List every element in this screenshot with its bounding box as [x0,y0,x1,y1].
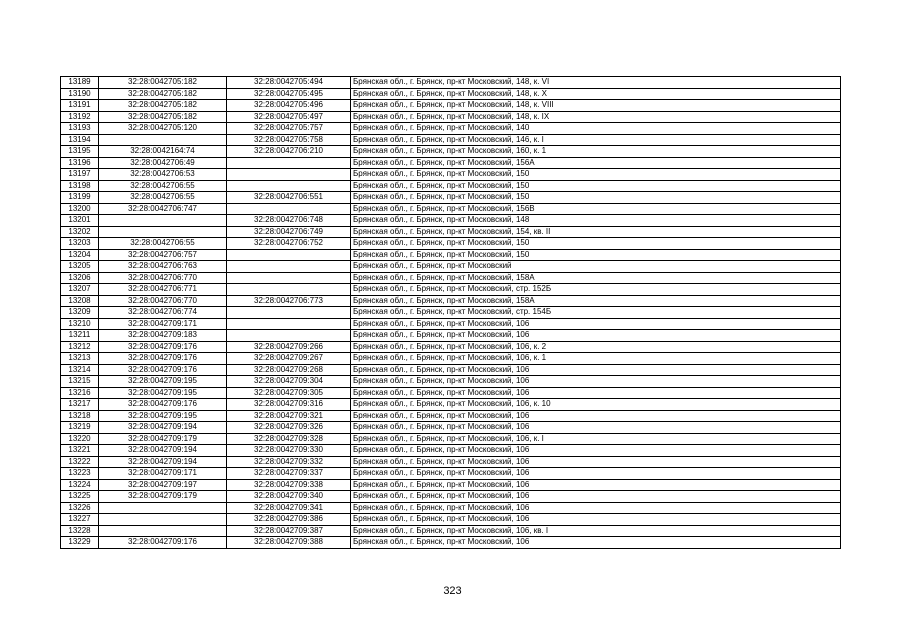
table-row [61,215,841,227]
table-row [61,157,841,169]
row-number-cell: 13190 [61,88,99,100]
table-row [61,272,841,284]
table-row [61,537,841,549]
parcel-cadastral-number-cell: 32:28:0042706:771 [99,284,227,296]
object-cadastral-number-cell: 32:28:0042709:338 [227,479,351,491]
object-cadastral-number-cell: 32:28:0042705:494 [227,77,351,89]
row-number-cell: 13199 [61,192,99,204]
address-cell: Брянская обл., г. Брянск, пр-кт Московский, 156В [351,203,841,215]
address-cell: Брянская обл., г. Брянск, пр-кт Московский, 106 [351,456,841,468]
table-row [61,307,841,319]
parcel-cadastral-number-cell: 32:28:0042706:53 [99,169,227,181]
address-cell: Брянская обл., г. Брянск, пр-кт Московский, 148, к. IX [351,111,841,123]
row-number-cell: 13193 [61,123,99,135]
address-cell: Брянская обл., г. Брянск, пр-кт Московский, стр. 152Б [351,284,841,296]
address-cell: Брянская обл., г. Брянск, пр-кт Московский, 106 [351,491,841,503]
table-row [61,502,841,514]
row-number-cell: 13210 [61,318,99,330]
address-cell: Брянская обл., г. Брянск, пр-кт Московский, 106 [351,410,841,422]
parcel-cadastral-number-cell: 32:28:0042706:763 [99,261,227,273]
object-cadastral-number-cell: 32:28:0042709:267 [227,353,351,365]
table-row [61,146,841,158]
row-number-cell: 13211 [61,330,99,342]
table-row [61,433,841,445]
table-row [61,134,841,146]
table-row [61,468,841,480]
table-row [61,318,841,330]
row-number-cell: 13194 [61,134,99,146]
parcel-cadastral-number-cell [99,226,227,238]
table-row [61,203,841,215]
table-row [61,445,841,457]
object-cadastral-number-cell: 32:28:0042709:387 [227,525,351,537]
row-number-cell: 13209 [61,307,99,319]
address-cell: Брянская обл., г. Брянск, пр-кт Московский [351,261,841,273]
table-row [61,180,841,192]
registry-table-body [61,77,841,549]
address-cell: Брянская обл., г. Брянск, пр-кт Московский, 140 [351,123,841,135]
address-cell: Брянская обл., г. Брянск, пр-кт Московский, 106 [351,364,841,376]
address-cell: Брянская обл., г. Брянск, пр-кт Московский, 106 [351,387,841,399]
table-row [61,192,841,204]
address-cell: Брянская обл., г. Брянск, пр-кт Московский, 106 [351,330,841,342]
row-number-cell: 13219 [61,422,99,434]
row-number-cell: 13203 [61,238,99,250]
object-cadastral-number-cell: 32:28:0042705:758 [227,134,351,146]
parcel-cadastral-number-cell [99,215,227,227]
table-row [61,387,841,399]
row-number-cell: 13229 [61,537,99,549]
parcel-cadastral-number-cell: 32:28:0042709:195 [99,387,227,399]
object-cadastral-number-cell: 32:28:0042709:321 [227,410,351,422]
row-number-cell: 13225 [61,491,99,503]
parcel-cadastral-number-cell: 32:28:0042706:55 [99,192,227,204]
object-cadastral-number-cell: 32:28:0042706:773 [227,295,351,307]
parcel-cadastral-number-cell: 32:28:0042706:49 [99,157,227,169]
address-cell: Брянская обл., г. Брянск, пр-кт Московский, 106 [351,514,841,526]
address-cell: Брянская обл., г. Брянск, пр-кт Московский, 160, к. 1 [351,146,841,158]
address-cell: Брянская обл., г. Брянск, пр-кт Московский, 150 [351,180,841,192]
address-cell: Брянская обл., г. Брянск, пр-кт Московский, 156А [351,157,841,169]
parcel-cadastral-number-cell: 32:28:0042709:195 [99,410,227,422]
object-cadastral-number-cell [227,307,351,319]
object-cadastral-number-cell: 32:28:0042706:752 [227,238,351,250]
object-cadastral-number-cell: 32:28:0042709:340 [227,491,351,503]
object-cadastral-number-cell [227,330,351,342]
object-cadastral-number-cell: 32:28:0042705:757 [227,123,351,135]
object-cadastral-number-cell [227,318,351,330]
parcel-cadastral-number-cell [99,525,227,537]
table-row [61,330,841,342]
row-number-cell: 13221 [61,445,99,457]
row-number-cell: 13207 [61,284,99,296]
address-cell: Брянская обл., г. Брянск, пр-кт Московский, 106, к. 1 [351,353,841,365]
address-cell: Брянская обл., г. Брянск, пр-кт Московский, 106, кв. I [351,525,841,537]
parcel-cadastral-number-cell [99,514,227,526]
parcel-cadastral-number-cell: 32:28:0042706:770 [99,272,227,284]
row-number-cell: 13205 [61,261,99,273]
address-cell: Брянская обл., г. Брянск, пр-кт Московский, 106 [351,537,841,549]
row-number-cell: 13224 [61,479,99,491]
parcel-cadastral-number-cell: 32:28:0042705:182 [99,77,227,89]
address-cell: Брянская обл., г. Брянск, пр-кт Московский, 106 [351,502,841,514]
parcel-cadastral-number-cell: 32:28:0042709:171 [99,318,227,330]
row-number-cell: 13206 [61,272,99,284]
table-row [61,376,841,388]
address-cell: Брянская обл., г. Брянск, пр-кт Московский, 146, к. I [351,134,841,146]
address-cell: Брянская обл., г. Брянск, пр-кт Московский, 154, кв. II [351,226,841,238]
object-cadastral-number-cell [227,249,351,261]
table-row [61,353,841,365]
row-number-cell: 13214 [61,364,99,376]
table-row [61,111,841,123]
row-number-cell: 13201 [61,215,99,227]
row-number-cell: 13208 [61,295,99,307]
parcel-cadastral-number-cell: 32:28:0042709:176 [99,364,227,376]
address-cell: Брянская обл., г. Брянск, пр-кт Московский, 106, к. 2 [351,341,841,353]
address-cell: Брянская обл., г. Брянск, пр-кт Московский, 148, к. VIII [351,100,841,112]
object-cadastral-number-cell: 32:28:0042709:341 [227,502,351,514]
row-number-cell: 13220 [61,433,99,445]
address-cell: Брянская обл., г. Брянск, пр-кт Московский, 150 [351,249,841,261]
object-cadastral-number-cell: 32:28:0042709:305 [227,387,351,399]
object-cadastral-number-cell [227,157,351,169]
address-cell: Брянская обл., г. Брянск, пр-кт Московский, 106 [351,468,841,480]
row-number-cell: 13228 [61,525,99,537]
object-cadastral-number-cell: 32:28:0042706:210 [227,146,351,158]
address-cell: Брянская обл., г. Брянск, пр-кт Московский, 148, к. VI [351,77,841,89]
parcel-cadastral-number-cell: 32:28:0042709:179 [99,491,227,503]
table-row [61,226,841,238]
row-number-cell: 13189 [61,77,99,89]
row-number-cell: 13195 [61,146,99,158]
parcel-cadastral-number-cell: 32:28:0042706:774 [99,307,227,319]
table-row [61,399,841,411]
row-number-cell: 13223 [61,468,99,480]
object-cadastral-number-cell: 32:28:0042709:337 [227,468,351,480]
table-row [61,364,841,376]
table-row [61,456,841,468]
table-row [61,295,841,307]
object-cadastral-number-cell [227,203,351,215]
table-row [61,77,841,89]
table-row [61,525,841,537]
parcel-cadastral-number-cell: 32:28:0042709:194 [99,456,227,468]
object-cadastral-number-cell: 32:28:0042709:268 [227,364,351,376]
object-cadastral-number-cell [227,272,351,284]
address-cell: Брянская обл., г. Брянск, пр-кт Московский, 148, к. X [351,88,841,100]
object-cadastral-number-cell: 32:28:0042705:495 [227,88,351,100]
parcel-cadastral-number-cell: 32:28:0042709:176 [99,341,227,353]
object-cadastral-number-cell: 32:28:0042709:388 [227,537,351,549]
parcel-cadastral-number-cell: 32:28:0042706:757 [99,249,227,261]
address-cell: Брянская обл., г. Брянск, пр-кт Московский, 150 [351,169,841,181]
object-cadastral-number-cell: 32:28:0042709:266 [227,341,351,353]
parcel-cadastral-number-cell: 32:28:0042706:55 [99,180,227,192]
table-row [61,249,841,261]
parcel-cadastral-number-cell: 32:28:0042705:182 [99,88,227,100]
address-cell: Брянская обл., г. Брянск, пр-кт Московский, 158А [351,295,841,307]
row-number-cell: 13215 [61,376,99,388]
parcel-cadastral-number-cell: 32:28:0042706:747 [99,203,227,215]
address-cell: Брянская обл., г. Брянск, пр-кт Московский, 106 [351,479,841,491]
parcel-cadastral-number-cell: 32:28:0042709:194 [99,445,227,457]
address-cell: Брянская обл., г. Брянск, пр-кт Московский, 150 [351,238,841,250]
row-number-cell: 13222 [61,456,99,468]
row-number-cell: 13212 [61,341,99,353]
address-cell: Брянская обл., г. Брянск, пр-кт Московский, 106, к. I [351,433,841,445]
row-number-cell: 13192 [61,111,99,123]
object-cadastral-number-cell [227,261,351,273]
parcel-cadastral-number-cell: 32:28:0042709:195 [99,376,227,388]
row-number-cell: 13217 [61,399,99,411]
parcel-cadastral-number-cell: 32:28:0042164:74 [99,146,227,158]
parcel-cadastral-number-cell: 32:28:0042709:176 [99,353,227,365]
row-number-cell: 13198 [61,180,99,192]
object-cadastral-number-cell: 32:28:0042709:332 [227,456,351,468]
table-row [61,491,841,503]
address-cell: Брянская обл., г. Брянск, пр-кт Московский, 106 [351,376,841,388]
table-row [61,514,841,526]
table-row [61,479,841,491]
parcel-cadastral-number-cell: 32:28:0042709:176 [99,399,227,411]
table-row [61,88,841,100]
row-number-cell: 13204 [61,249,99,261]
table-row [61,123,841,135]
parcel-cadastral-number-cell: 32:28:0042705:120 [99,123,227,135]
parcel-cadastral-number-cell: 32:28:0042709:183 [99,330,227,342]
row-number-cell: 13202 [61,226,99,238]
object-cadastral-number-cell: 32:28:0042706:749 [227,226,351,238]
address-cell: Брянская обл., г. Брянск, пр-кт Московский, 106 [351,445,841,457]
parcel-cadastral-number-cell [99,134,227,146]
parcel-cadastral-number-cell: 32:28:0042706:770 [99,295,227,307]
object-cadastral-number-cell: 32:28:0042709:330 [227,445,351,457]
table-row [61,238,841,250]
row-number-cell: 13218 [61,410,99,422]
parcel-cadastral-number-cell: 32:28:0042709:197 [99,479,227,491]
address-cell: Брянская обл., г. Брянск, пр-кт Московский, 106 [351,422,841,434]
row-number-cell: 13213 [61,353,99,365]
row-number-cell: 13227 [61,514,99,526]
registry-table [60,76,841,549]
object-cadastral-number-cell [227,284,351,296]
parcel-cadastral-number-cell: 32:28:0042709:176 [99,537,227,549]
address-cell: Брянская обл., г. Брянск, пр-кт Московский, 106, к. 10 [351,399,841,411]
object-cadastral-number-cell: 32:28:0042709:328 [227,433,351,445]
address-cell: Брянская обл., г. Брянск, пр-кт Московский, 150 [351,192,841,204]
parcel-cadastral-number-cell: 32:28:0042706:55 [99,238,227,250]
parcel-cadastral-number-cell: 32:28:0042705:182 [99,111,227,123]
address-cell: Брянская обл., г. Брянск, пр-кт Московский, 148 [351,215,841,227]
table-row [61,284,841,296]
row-number-cell: 13200 [61,203,99,215]
page-number: 323 [443,585,462,597]
object-cadastral-number-cell: 32:28:0042706:551 [227,192,351,204]
object-cadastral-number-cell: 32:28:0042705:497 [227,111,351,123]
row-number-cell: 13191 [61,100,99,112]
row-number-cell: 13226 [61,502,99,514]
address-cell: Брянская обл., г. Брянск, пр-кт Московский, стр. 154Б [351,307,841,319]
table-row [61,261,841,273]
table-row [61,169,841,181]
row-number-cell: 13197 [61,169,99,181]
table-row [61,422,841,434]
object-cadastral-number-cell: 32:28:0042709:386 [227,514,351,526]
row-number-cell: 13216 [61,387,99,399]
row-number-cell: 13196 [61,157,99,169]
table-row [61,100,841,112]
object-cadastral-number-cell [227,180,351,192]
object-cadastral-number-cell: 32:28:0042706:748 [227,215,351,227]
parcel-cadastral-number-cell [99,502,227,514]
parcel-cadastral-number-cell: 32:28:0042709:179 [99,433,227,445]
table-row [61,341,841,353]
address-cell: Брянская обл., г. Брянск, пр-кт Московский, 158А [351,272,841,284]
table-row [61,410,841,422]
object-cadastral-number-cell: 32:28:0042705:496 [227,100,351,112]
object-cadastral-number-cell: 32:28:0042709:304 [227,376,351,388]
address-cell: Брянская обл., г. Брянск, пр-кт Московский, 106 [351,318,841,330]
object-cadastral-number-cell: 32:28:0042709:316 [227,399,351,411]
object-cadastral-number-cell [227,169,351,181]
parcel-cadastral-number-cell: 32:28:0042709:171 [99,468,227,480]
parcel-cadastral-number-cell: 32:28:0042709:194 [99,422,227,434]
parcel-cadastral-number-cell: 32:28:0042705:182 [99,100,227,112]
object-cadastral-number-cell: 32:28:0042709:326 [227,422,351,434]
